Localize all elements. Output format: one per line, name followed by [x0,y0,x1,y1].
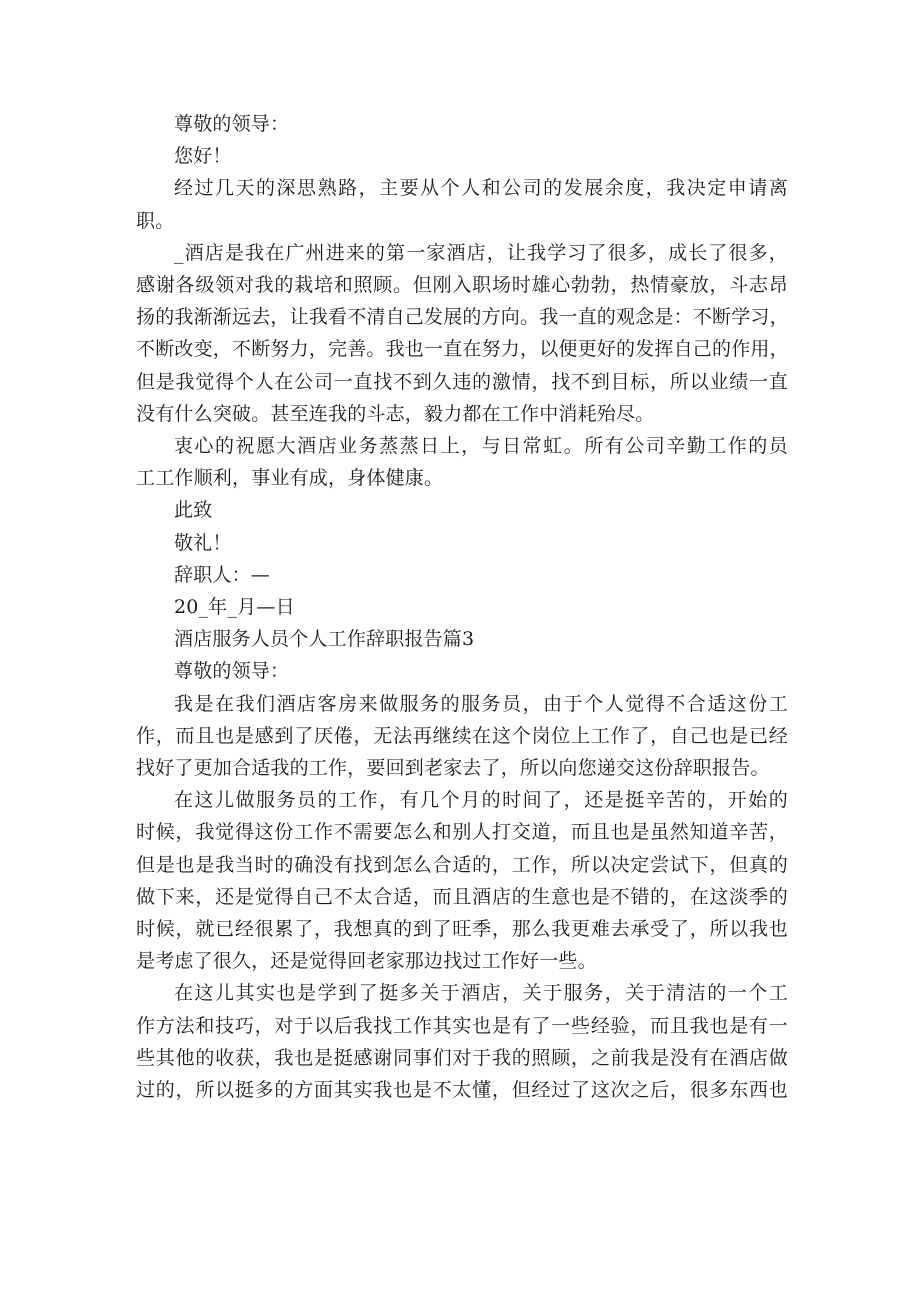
text-line: 作，而且也是感到了厌倦，无法再继续在这个岗位上工作了，自己也是已经 [136,724,788,747]
text-line: 职。 [136,209,175,232]
text-line: _酒店是我在广州进来的第一家酒店，让我学习了很多，成长了很多， [174,241,788,264]
text-line: 不断改变，不断努力，完善。我也一直在努力，以便更好的发挥自己的作用， [136,338,789,361]
text-line: 时候，我觉得这份工作不需要怎么和别人打交道，而且也是虽然知道辛苦， [136,821,788,844]
text-line: 此致 [174,499,213,522]
document-body [136,108,788,1106]
text-line: 辞职人：— [174,563,271,586]
text-line: 我是在我们酒店客房来做服务的服务员，由于个人觉得不合适这份工 [174,692,788,715]
text-line: 是考虑了很久，还是觉得回老家那边找过工作好一些。 [136,950,597,973]
text-line: 尊敬的领导： [174,660,290,683]
text-line: 过的，所以挺多的方面其实我也是不太懂，但经过了这次之后，很多东西也 [136,1079,788,1102]
text-line: 您好！ [174,145,232,168]
text-line: 扬的我渐渐远去，让我看不清自己发展的方向。我一直的观念是：不断学习， [136,306,789,329]
text-line: 但是我觉得个人在公司一直找不到久违的激情，找不到目标，所以业绩一直 [136,370,788,393]
text-line: 在这儿做服务员的工作，有几个月的时间了，还是挺辛苦的，开始的 [174,789,788,812]
text-line: 做下来，还是觉得自己不太合适，而且酒店的生意也是不错的，在这淡季的 [136,885,788,908]
text-line: 找好了更加合适我的工作，要回到老家去了，所以向您递交这份辞职报告。 [136,757,770,780]
text-line: 作方法和技巧，对于以后我找工作其实也是有了一些经验，而且我也是有一 [136,1014,788,1037]
text-line: 工工作顺利，事业有成，身体健康。 [136,467,444,490]
text-line: 酒店服务人员个人工作辞职报告篇3 [174,628,475,651]
text-line: 但是也是我当时的确没有找到怎么合适的，工作，所以决定尝试下，但真的 [136,853,788,876]
text-line: 衷心的祝愿大酒店业务蒸蒸日上，与日常虹。所有公司辛勤工作的员 [174,435,788,458]
text-line: 敬礼！ [174,531,232,554]
text-line: 经过几天的深思熟路，主要从个人和公司的发展余度，我决定申请离 [174,177,788,200]
text-line: 感谢各级领对我的栽培和照顾。但刚入职场时雄心勃勃，热情豪放，斗志昂 [136,274,788,297]
text-line: 尊敬的领导： [174,113,290,135]
text-line: 20_年_月—日 [174,596,295,619]
text-line: 时候，就已经很累了，我想真的到了旺季，那么我更难去承受了，所以我也 [136,918,788,941]
text-line: 没有什么突破。甚至连我的斗志，毅力都在工作中消耗殆尽。 [136,402,655,425]
text-line: 在这儿其实也是学到了挺多关于酒店，关于服务，关于清洁的一个工 [174,982,788,1005]
text-line: 些其他的收获，我也是挺感谢同事们对于我的照顾，之前我是没有在酒店做 [136,1046,788,1069]
